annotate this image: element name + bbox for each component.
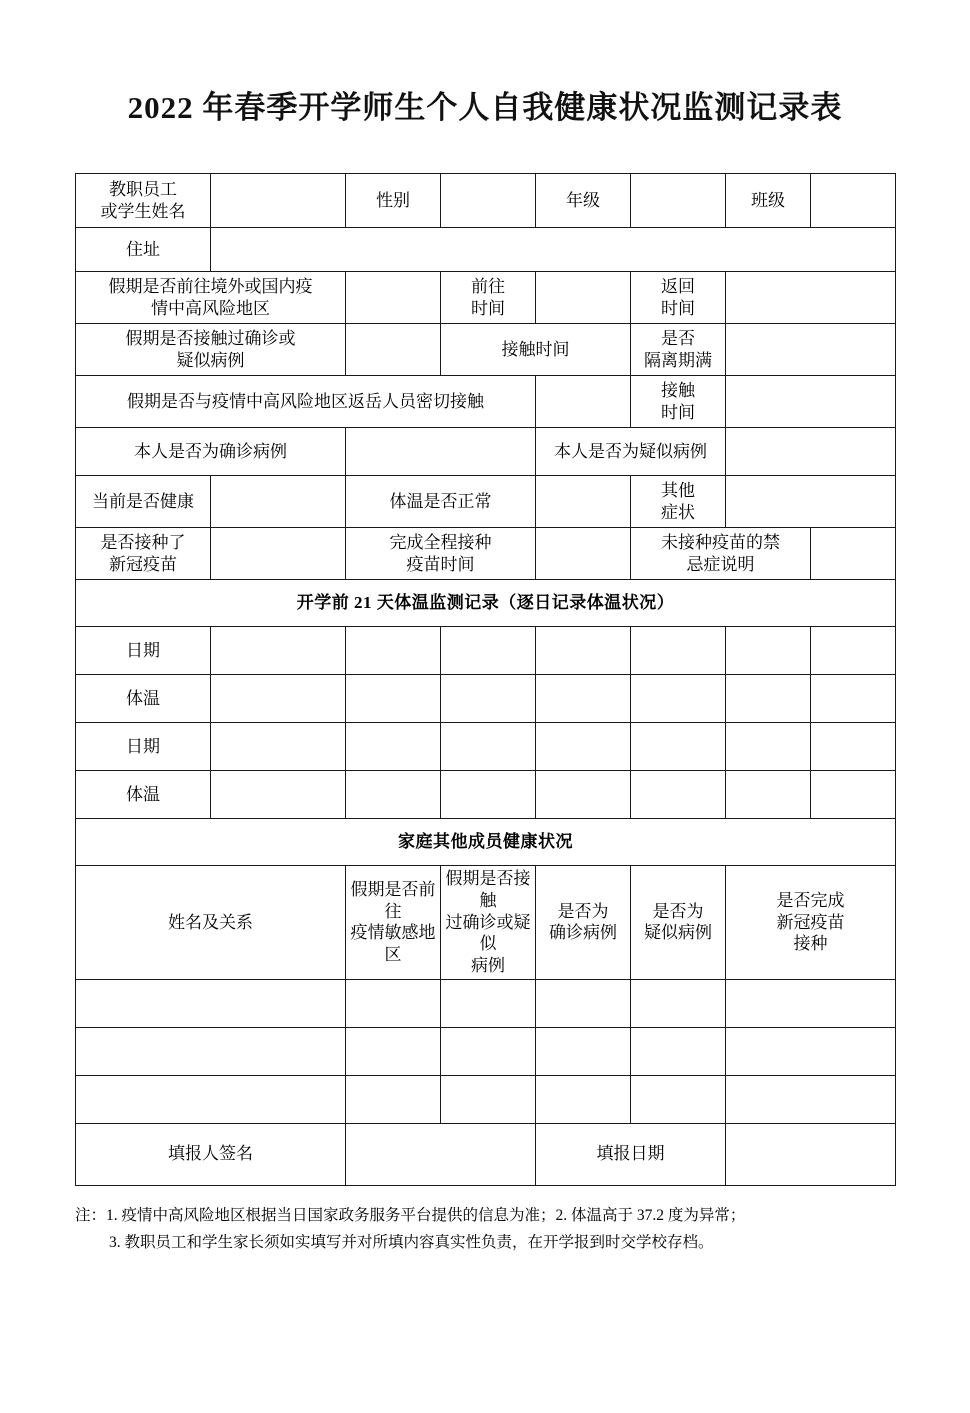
label-travel-line2: 情中高风险地区 [151,298,270,318]
table-row-family [76,1027,896,1075]
document-page [0,82,970,1413]
label-contact-line2: 疑似病例 [176,350,245,370]
field-grade[interactable] [631,174,726,228]
field-return-time[interactable] [726,272,896,324]
label-contraindication [631,528,811,580]
field-family-2-travel[interactable] [346,1027,441,1075]
label-address: 住址 [76,228,211,272]
section-header-family: 家庭其他成员健康状况 [76,819,896,866]
section-header-temperature: 开学前 21 天体温监测记录（逐日记录体温状况） [76,580,896,627]
col-header-vaccine-line2: 新冠疫苗 [776,912,845,932]
label-return-time-line1: 返回 [661,276,695,296]
footnote-line-1: 注：1. 疫情中高风险地区根据当日国家政务服务平台提供的信息为准；2. 体温高于 37.2 度为异常； [75,1206,746,1224]
col-header-vaccine-line1: 是否完成 [776,890,845,910]
label-close-contact-time-line2: 时间 [661,402,695,422]
label-close-contact-time-line1: 接触 [661,380,695,400]
field-temp-2-4[interactable] [536,771,631,819]
col-header-vaccine-line3: 接种 [793,934,828,954]
label-temp-1: 体温 [76,675,211,723]
field-temp-2-1[interactable] [211,771,346,819]
footnotes [75,1202,895,1256]
label-travel [76,272,346,324]
field-contraindication[interactable] [811,528,896,580]
field-temp-1-5[interactable] [631,675,726,723]
col-header-contact [441,866,536,980]
field-class[interactable] [811,174,896,228]
field-self-confirmed[interactable] [346,428,536,476]
form-table [75,173,896,1186]
table-row-section-family [76,819,896,866]
col-header-travel [346,866,441,980]
label-return-time-line2: 时间 [661,298,695,318]
field-family-3-confirmed[interactable] [536,1075,631,1123]
label-quarantine [631,324,726,376]
label-contraindication-line1: 未接种疫苗的禁 [661,532,780,552]
field-temp-normal[interactable] [536,476,631,528]
label-contact [76,324,346,376]
col-header-contact-line3: 病例 [471,956,505,975]
label-vaccinated-line1: 是否接种了 [100,532,186,552]
field-self-suspected[interactable] [726,428,896,476]
footnote-line-2: 3. 教职员工和学生家长须如实填写并对所填内容真实性负责，在开学报到时交学校存档。 [109,1233,714,1251]
field-depart-time[interactable] [536,272,631,324]
field-name[interactable] [211,174,346,228]
field-family-2-contact[interactable] [441,1027,536,1075]
table-row-basic [76,174,896,228]
label-other-symptoms-line1: 其他 [661,480,695,500]
field-signer[interactable] [346,1123,536,1185]
col-header-contact-line1: 假期是否接触 [445,869,531,910]
label-self-suspected: 本人是否为疑似病例 [536,428,726,476]
field-temp-1-1[interactable] [211,675,346,723]
field-date-2-7[interactable] [811,723,896,771]
label-quarantine-line2: 隔离期满 [644,350,712,370]
label-name-line1: 教职员工 [109,179,177,199]
table-row-self-case [76,428,896,476]
table-row-signature [76,1123,896,1185]
table-row-temp-log [76,627,896,675]
field-family-3-contact[interactable] [441,1075,536,1123]
label-return-time [631,272,726,324]
label-date-2: 日期 [76,723,211,771]
label-temp-2: 体温 [76,771,211,819]
col-header-name-relation-line1: 姓名及关系 [168,912,253,932]
page-title: 2022 年春季开学师生个人自我健康状况监测记录表 [127,90,843,125]
field-temp-1-7[interactable] [811,675,896,723]
field-temp-2-6[interactable] [726,771,811,819]
field-quarantine[interactable] [726,324,896,376]
label-temp-normal: 体温是否正常 [346,476,536,528]
table-row-temp-log [76,675,896,723]
field-temp-2-2[interactable] [346,771,441,819]
field-date-2-2[interactable] [346,723,441,771]
field-family-3-suspected[interactable] [631,1075,726,1123]
label-quarantine-line1: 是否 [661,328,695,348]
field-address[interactable] [211,228,896,272]
col-header-name-relation [76,866,346,980]
label-vaccinated [76,528,211,580]
field-temp-1-3[interactable] [441,675,536,723]
field-contact[interactable] [346,324,441,376]
table-row-family [76,1075,896,1123]
label-full-vaccine-time-line1: 完成全程接种 [389,532,492,552]
label-contact-time: 接触时间 [441,324,631,376]
label-full-vaccine-time-line2: 疫苗时间 [406,554,475,574]
table-row-vaccine [76,528,896,580]
col-header-contact-line2: 过确诊或疑似 [445,912,531,954]
field-family-1-travel[interactable] [346,979,441,1027]
field-date-1-1[interactable] [211,627,346,675]
field-date-2-5[interactable] [631,723,726,771]
field-vaccinated[interactable] [211,528,346,580]
field-close-contact-time[interactable] [726,376,896,428]
label-gender: 性别 [346,174,441,228]
col-header-confirmed-line1: 是否为 [557,901,609,921]
field-temp-1-6[interactable] [726,675,811,723]
field-family-2-vaccine[interactable] [726,1027,896,1075]
label-depart-time-line1: 前往 [471,276,505,296]
table-row-family [76,979,896,1027]
label-full-vaccine-time [346,528,536,580]
label-current-health: 当前是否健康 [76,476,211,528]
field-fill-date[interactable] [726,1123,896,1185]
field-other-symptoms[interactable] [726,476,896,528]
label-name [76,174,211,228]
field-gender[interactable] [441,174,536,228]
field-date-1-3[interactable] [441,627,536,675]
table-row-contact [76,324,896,376]
table-row-address [76,228,896,272]
health-record-form [75,173,895,1186]
label-other-symptoms [631,476,726,528]
label-self-confirmed: 本人是否为确诊病例 [76,428,346,476]
field-family-2-suspected[interactable] [631,1027,726,1075]
col-header-travel-line2: 疫情敏感地区 [350,923,436,965]
col-header-suspected-line2: 疑似病例 [644,923,712,943]
table-row-close-contact [76,376,896,428]
field-temp-2-3[interactable] [441,771,536,819]
col-header-travel-line1: 假期是否前往 [350,879,436,921]
field-family-2-confirmed[interactable] [536,1027,631,1075]
field-family-3-vaccine[interactable] [726,1075,896,1123]
col-header-suspected [631,866,726,980]
label-depart-time-line2: 时间 [471,298,505,318]
label-fill-date: 填报日期 [536,1123,726,1185]
col-header-confirmed-line2: 确诊病例 [549,923,617,943]
col-header-suspected-line1: 是否为 [652,901,704,921]
field-close-contact[interactable] [536,376,631,428]
field-date-2-4[interactable] [536,723,631,771]
field-family-3-travel[interactable] [346,1075,441,1123]
table-row-temp-log [76,723,896,771]
label-name-line2: 或学生姓名 [100,201,186,221]
label-class: 班级 [726,174,811,228]
field-date-1-6[interactable] [726,627,811,675]
field-family-1-name[interactable] [76,979,346,1027]
field-current-health[interactable] [211,476,346,528]
label-close-contact-time [631,376,726,428]
label-close-contact: 假期是否与疫情中高风险地区返岳人员密切接触 [76,376,536,428]
field-date-1-7[interactable] [811,627,896,675]
field-family-1-contact[interactable] [441,979,536,1027]
table-row-family-header [76,866,896,980]
field-travel[interactable] [346,272,441,324]
table-row-health [76,476,896,528]
label-grade: 年级 [536,174,631,228]
label-date-1: 日期 [76,627,211,675]
field-full-vaccine-time[interactable] [536,528,631,580]
label-depart-time [441,272,536,324]
field-family-3-name[interactable] [76,1075,346,1123]
table-row-temp-log [76,771,896,819]
field-date-1-5[interactable] [631,627,726,675]
field-temp-1-2[interactable] [346,675,441,723]
field-family-2-name[interactable] [76,1027,346,1075]
field-date-2-3[interactable] [441,723,536,771]
label-contact-line1: 假期是否接触过确诊或 [125,328,296,348]
label-signer: 填报人签名 [76,1123,346,1185]
label-other-symptoms-line2: 症状 [661,502,695,522]
field-temp-1-4[interactable] [536,675,631,723]
field-date-1-4[interactable] [536,627,631,675]
field-temp-2-5[interactable] [631,771,726,819]
field-date-1-2[interactable] [346,627,441,675]
table-row-travel [76,272,896,324]
col-header-confirmed [536,866,631,980]
field-date-2-1[interactable] [211,723,346,771]
field-family-1-vaccine[interactable] [726,979,896,1027]
field-family-1-confirmed[interactable] [536,979,631,1027]
field-temp-2-7[interactable] [811,771,896,819]
col-header-vaccine [726,866,896,980]
field-date-2-6[interactable] [726,723,811,771]
field-family-1-suspected[interactable] [631,979,726,1027]
label-contraindication-line2: 忌症说明 [686,554,755,574]
label-travel-line1: 假期是否前往境外或国内疫 [108,276,313,296]
label-vaccinated-line2: 新冠疫苗 [109,554,177,574]
table-row-section-temp [76,580,896,627]
